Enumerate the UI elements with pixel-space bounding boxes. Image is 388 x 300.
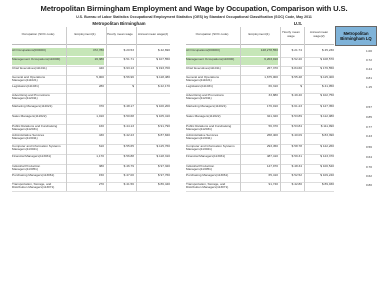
left-col-header: Employment(1) [74,32,96,37]
right-cell-emp: 65,410 [268,173,278,177]
right-cell-emp: 33,880 [268,93,278,97]
left-cell-emp: 150 [98,173,104,177]
right-cell-hw: $ 84.60 [291,66,302,70]
right-cell-hw: $ 49.40 [291,93,302,97]
right-cell-aw: $ 176,550 [320,66,334,70]
right-cell-aw: $ 109,240 [320,173,334,177]
right-cell-aw: $ 122,260 [320,144,334,148]
right-cell-aw: $ 83,390 [321,133,334,137]
row-divider [12,191,170,192]
right-cell-emp: 91,740 [268,182,278,186]
right-col-header: Occupation (SOC code) [195,32,229,37]
left-cell-emp: 5,000 [96,75,104,79]
left-cell-occ: General and Operations Managers(111021) [12,75,46,83]
left-cell-occ: Purchasing Managers(113061) [12,173,55,177]
right-cell-emp: 293,450 [266,144,278,148]
lq-value: 0.44 [365,66,372,71]
right-cell-emp: 487,410 [266,154,278,158]
lq-value: 0.70 [365,164,372,169]
page-title: Metropolitan Birmingham Employment and Wage by Occupation, Comparison with U.S. [40,4,348,13]
left-cell-occ: Transportation, Storage, and Distribution Managers(113071) [12,182,55,190]
lq-value: 0.77 [365,124,372,129]
left-cell-hw: $ 56.88 [123,154,134,158]
left-cell-aw: $ 118,310 [156,154,170,158]
left-cell-aw: $ 97,760 [157,173,170,177]
right-cell-aw: $ 102,750 [320,93,334,97]
left-cell-aw: $ 22,170 [157,84,170,88]
left-cell-aw: $ 91,790 [157,124,170,128]
lq-value: 0.64 [365,154,372,159]
right-cell-aw: $ 127,350 [320,104,334,108]
row-divider [186,191,334,192]
left-cell-hw: $ 50.68 [123,114,134,118]
column-divider [304,27,305,191]
left-cell-emp: 370 [98,104,104,108]
left-cell-emp: 430 [98,133,104,137]
left-cell-hw: $ 41.56 [123,182,134,186]
column-divider [106,27,107,191]
left-cell-hw [106,94,134,104]
left-cell-emp: 280 [98,84,104,88]
right-cell-occ: All Occupations(000000) [186,48,220,52]
left-cell-occ: Industrial Production Managers(113051) [12,164,41,172]
left-cell-occ: Sales Managers(112022) [12,114,47,118]
right-cell-hw: $ 52.20 [291,57,302,61]
left-cell-hw: $ [132,84,134,88]
right-cell-aw: $ 100,540 [320,164,334,168]
right-cell-aw: $ 45,230 [321,48,334,52]
left-cell-hw: $ 44.13 [123,124,134,128]
right-cell-occ: Legislators(111031) [186,84,213,88]
column-divider [240,27,241,191]
right-cell-occ: Administrative Services Managers(113011) [186,133,219,141]
right-col-header: Hourly mean wage [282,30,300,38]
left-cell-emp: 610 [98,144,104,148]
right-cell-occ: Industrial Production Managers(113051) [186,164,215,172]
lq-column-header: Metropolitan Birmingham LQ [335,26,377,46]
lq-value: 1.15 [365,84,372,89]
right-cell-emp: 128,278,550 [260,48,278,52]
left-cell-emp: 440 [98,66,104,70]
lq-value: 0.57 [365,104,372,109]
left-col-header: Annual mean wage(2) [137,32,169,37]
section-header-birmingham: Metropolitan Birmingham [92,21,146,26]
left-cell-aw: $ 87,840 [157,133,170,137]
left-cell-hw: $ 47.00 [123,173,134,177]
right-cell-emp: 147,970 [266,164,278,168]
left-cell-aw: $ 97,320 [157,164,170,168]
right-cell-aw: $ 112,080 [320,114,334,118]
right-cell-hw: $ 53.84 [291,124,302,128]
left-cell-occ: Marketing Managers(112021) [12,104,53,108]
lq-value: 1.00 [365,48,372,53]
left-cell-emp: 1,010 [96,114,104,118]
left-cell-occ: Chief Executives(111011) [12,66,47,70]
page-subtitle: U.S. Bureau of Labor Statistics Occupational Employment Statistics (OES) by Standard Occupational Classification (SOC) Code, May 2011 [76,15,312,19]
right-col-header: Annual mean wage(2) [309,30,329,38]
right-cell-hw: $ 40.09 [291,133,302,137]
right-cell-hw: $ 21.74 [291,48,302,52]
section-header-us: U.S. [293,21,303,26]
right-cell-occ: Transportation, Storage, and Distribution Managers(113071) [186,182,229,190]
left-cell-aw: $ 86,440 [157,182,170,186]
left-cell-hw: $ 55.65 [123,144,134,148]
left-cell-occ: Legislators(111031) [12,84,39,88]
left-cell-emp: 472,780 [92,48,104,52]
left-cell-hw: $ 93.13 [123,66,134,70]
header-divider [12,44,170,45]
right-cell-aw: $ 89,030 [321,182,334,186]
left-cell-occ: Financial Managers(113031) [12,154,52,158]
left-cell-hw: $ 46.79 [123,164,134,168]
left-cell-emp: 160 [98,124,104,128]
right-cell-aw: $ 115,400 [320,75,334,79]
left-cell-emp: 270 [98,182,104,186]
left-cell-occ: Administrative Services Managers(113011) [12,133,45,141]
right-col-header: Employment(1) [248,32,270,37]
left-cell-hw: $ 20.53 [123,48,134,52]
right-cell-aw: $ 108,570 [320,57,334,61]
left-col-header: Occupation (SOC code) [21,32,55,37]
lq-value: 0.43 [365,133,372,138]
left-cell-occ: Public Relations and Fundraising Managers(112031) [12,124,58,132]
left-cell-occ: Advertising and Promotions Managers(112011) [12,93,50,101]
right-cell-hw: $ 53.89 [291,114,302,118]
left-cell-aw: $ 118,480 [156,75,170,79]
right-cell-aw: $ 41,050 [321,84,334,88]
right-cell-occ: Advertising and Promotions Managers(112011) [186,93,224,101]
left-cell-aw [136,94,170,104]
right-cell-occ: General and Operations Managers(111021) [186,75,220,83]
lq-value: 0.56 [365,144,372,149]
right-cell-aw: $ 111,990 [320,124,334,128]
lq-value: 0.85 [365,114,372,119]
right-cell-emp: 176,010 [266,104,278,108]
left-cell-aw: $ 100,200 [156,104,170,108]
lq-value: 0.72 [365,57,372,62]
lq-value: 0.62 [365,173,372,178]
left-cell-occ: Management Occupations(110000) [12,57,61,61]
right-cell-emp: 66,310 [268,84,278,88]
lq-value: 0.80 [365,182,372,187]
left-cell-hw: $ 48.17 [123,104,134,108]
left-cell-aw: $ 115,760 [156,144,170,148]
right-cell-occ: Sales Managers(112022) [186,114,221,118]
column-divider [136,27,137,191]
header-divider [186,44,334,45]
left-cell-aw: $ 105,410 [156,114,170,118]
left-cell-hw: $ 51.71 [123,57,134,61]
left-cell-emp: 16,380 [94,57,104,61]
lq-value: 0.81 [365,75,372,80]
right-cell-emp: 6,203,010 [264,57,278,61]
left-cell-hw: $ 56.96 [123,75,134,79]
left-col-header: Hourly mean wage [107,32,133,37]
right-cell-emp: 1,675,000 [264,75,278,79]
left-cell-aw: $ 107,550 [156,57,170,61]
left-cell-emp: 380 [98,164,104,168]
left-cell-emp: 1,170 [96,154,104,158]
right-cell-occ: Chief Executives(111011) [186,66,221,70]
right-cell-aw: $ 123,370 [320,154,334,158]
left-cell-occ: All Occupations(000000) [12,48,46,52]
right-cell-hw: $ 52.52 [291,173,302,177]
right-cell-emp: 321,320 [266,114,278,118]
left-cell-occ: Computer and Information Systems Managers(113021) [12,144,61,152]
right-cell-occ: Purchasing Managers(113061) [186,173,229,177]
right-cell-occ: Public Relations and Fundraising Managers(112031) [186,124,232,132]
right-cell-emp: 267,370 [266,66,278,70]
right-cell-emp: 268,400 [266,133,278,137]
right-cell-occ: Computer and Information Systems Managers(113021) [186,144,235,152]
right-cell-emp: 56,370 [268,124,278,128]
right-cell-hw: $ 58.78 [291,144,302,148]
right-cell-hw: $ 42.80 [291,182,302,186]
right-cell-occ: Marketing Managers(112021) [186,104,227,108]
column-divider [66,27,67,191]
right-cell-hw: $ 61.23 [291,104,302,108]
right-cell-hw: $ 59.31 [291,154,302,158]
right-cell-hw: $ 55.48 [291,75,302,79]
right-cell-hw: $ 48.34 [291,164,302,168]
right-cell-occ: Management Occupations(110000) [186,57,235,61]
column-divider [280,27,281,191]
left-cell-hw: $ 42.23 [123,133,134,137]
right-cell-occ: Financial Managers(113031) [186,154,226,158]
right-cell-hw: $ [300,84,302,88]
left-cell-aw: $ 193,700 [156,66,170,70]
left-cell-aw: $ 42,690 [157,48,170,52]
left-cell-emp [66,94,104,104]
